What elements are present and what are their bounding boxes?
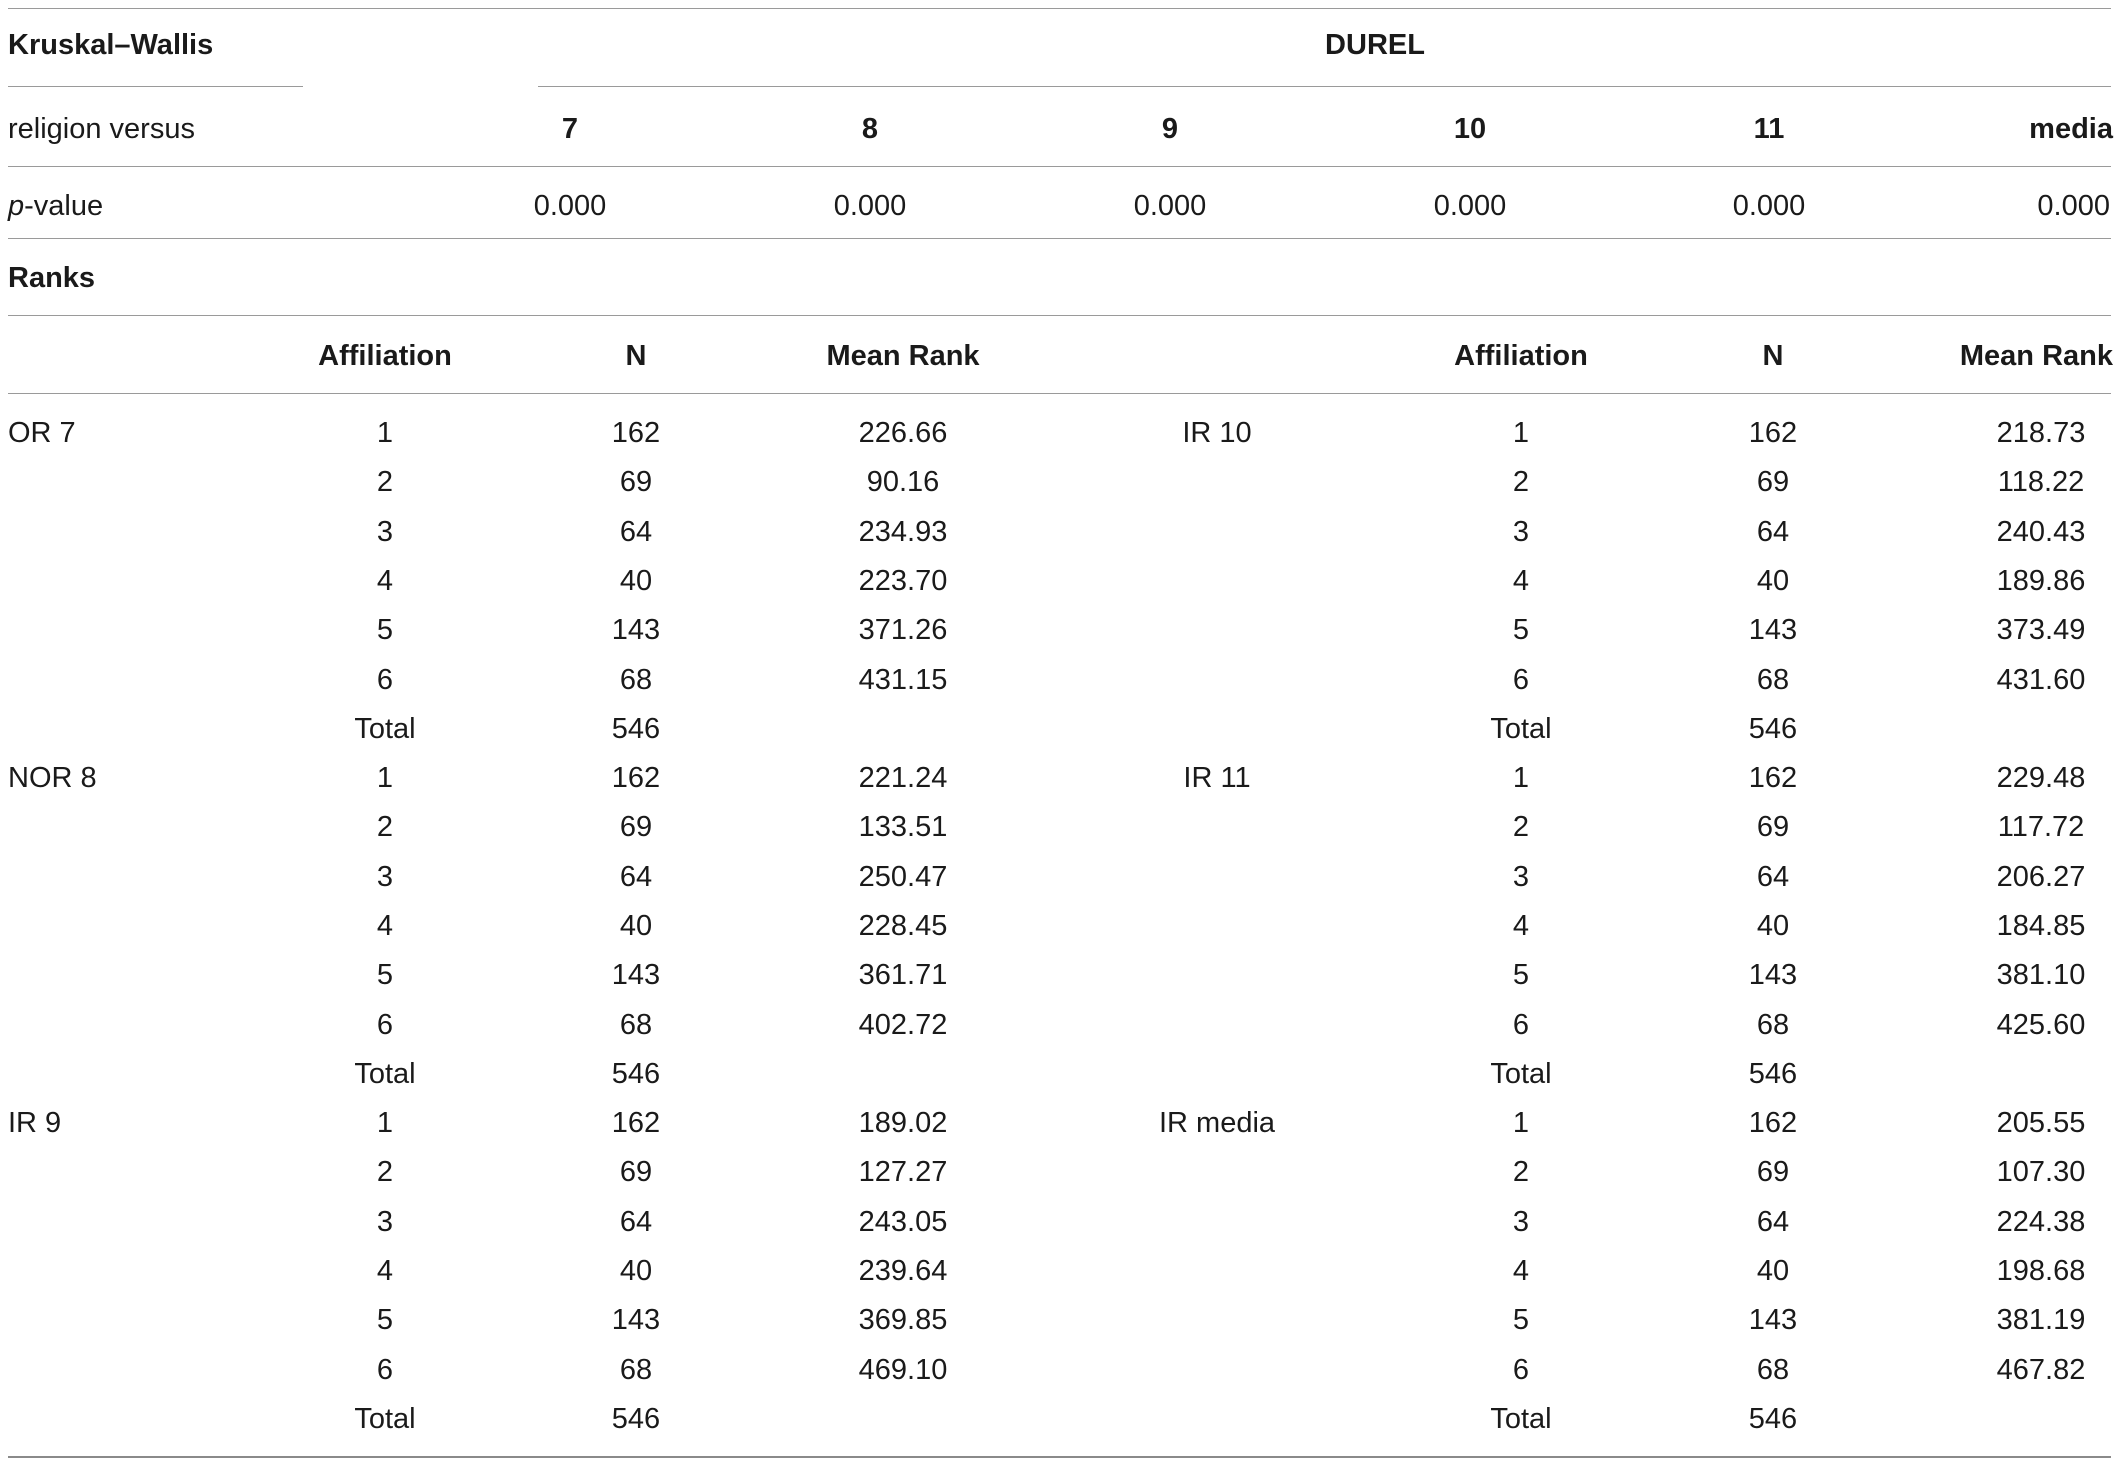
affiliation-cell: Total [354,1058,416,1090]
n-cell: 64 [1756,516,1790,548]
n-cell: 162 [1748,1107,1798,1139]
affiliation-cell: 5 [376,614,394,646]
affiliation-cell: 5 [376,1304,394,1336]
mean-rank-cell: 373.49 [1996,614,2086,646]
mean-rank-cell: 369.85 [858,1304,948,1336]
n-cell: 64 [619,861,653,893]
affiliation-cell: 1 [376,762,394,794]
affiliation-cell: Total [1490,713,1552,745]
affiliation-cell: 6 [1512,664,1530,696]
affiliation-cell: 6 [1512,1009,1530,1041]
n-cell: 69 [1756,466,1790,498]
col-mean-rank-right: Mean Rank [1959,340,2113,372]
n-cell: 546 [611,1058,661,1090]
mean-rank-cell: 189.02 [858,1107,948,1139]
n-cell: 69 [619,1156,653,1188]
n-cell: 68 [1756,664,1790,696]
affiliation-cell: 5 [1512,959,1530,991]
affiliation-cell: 6 [1512,1354,1530,1386]
n-cell: 40 [619,565,653,597]
n-cell: 64 [619,516,653,548]
test-label: Kruskal–Wallis [8,29,214,61]
mean-rank-cell: 402.72 [858,1009,948,1041]
n-cell: 40 [1756,910,1790,942]
pvalue-cell: 0.000 [2037,190,2110,222]
n-cell: 546 [1748,1058,1798,1090]
mean-rank-cell: 361.71 [858,959,948,991]
ranks-title: Ranks [8,262,96,294]
affiliation-cell: 4 [1512,1255,1530,1287]
n-cell: 68 [619,1009,653,1041]
affiliation-cell: 3 [376,861,394,893]
top-rule [8,8,2111,9]
mean-rank-cell: 184.85 [1996,910,2086,942]
affiliation-cell: 4 [1512,910,1530,942]
n-cell: 162 [611,417,661,449]
bottom-rule [8,1456,2111,1458]
col-affiliation-left: Affiliation [318,340,452,372]
n-cell: 40 [619,1255,653,1287]
n-cell: 68 [619,1354,653,1386]
column-header-divider [8,393,2111,394]
affiliation-cell: 3 [376,1206,394,1238]
mean-rank-cell: 117.72 [1997,811,2085,843]
pvalue-divider [8,238,2111,239]
affiliation-cell: 3 [1512,516,1530,548]
n-cell: 162 [1748,417,1798,449]
mean-rank-cell: 243.05 [858,1206,948,1238]
affiliation-cell: 4 [1512,565,1530,597]
n-cell: 546 [1748,713,1798,745]
group-label: NOR 8 [8,762,97,795]
mean-rank-cell: 226.66 [858,417,948,449]
pvalue-cell: 0.000 [833,190,907,222]
mean-rank-cell: 218.73 [1996,417,2086,449]
affiliation-cell: Total [1490,1403,1552,1435]
mean-rank-cell: 240.43 [1996,516,2086,548]
group-label: IR 9 [8,1107,62,1140]
mean-rank-cell: 189.86 [1996,565,2086,597]
group-label: IR 11 [1183,762,1251,795]
test-label-underline [8,86,303,87]
affiliation-cell: 3 [1512,1206,1530,1238]
mean-rank-cell: 229.48 [1996,762,2086,794]
pvalue-rest: -value [24,190,104,222]
mean-rank-cell: 127.27 [858,1156,948,1188]
n-cell: 143 [611,614,661,646]
mean-rank-cell: 234.93 [858,516,948,548]
ranks-divider [8,315,2111,316]
n-cell: 40 [619,910,653,942]
affiliation-cell: Total [1490,1058,1552,1090]
affiliation-cell: 1 [1512,762,1530,794]
n-cell: 143 [611,959,661,991]
mean-rank-cell: 224.38 [1996,1206,2086,1238]
affiliation-cell: 2 [1512,466,1530,498]
mean-rank-cell: 381.19 [1996,1304,2086,1336]
durel-underline [538,86,2111,87]
mean-rank-cell: 205.55 [1996,1107,2086,1139]
affiliation-cell: 2 [1512,811,1530,843]
n-cell: 64 [1756,1206,1790,1238]
n-cell: 143 [1748,959,1798,991]
n-cell: 40 [1756,565,1790,597]
affiliation-cell: 2 [376,811,394,843]
mean-rank-cell: 431.15 [858,664,948,696]
mean-rank-cell: 198.68 [1996,1255,2086,1287]
affiliation-cell: 2 [1512,1156,1530,1188]
group-label: OR 7 [8,417,76,449]
mean-rank-cell: 221.24 [858,762,948,794]
n-cell: 64 [1756,861,1790,893]
affiliation-cell: 1 [376,1107,394,1139]
group-label: IR media [1158,1107,1276,1140]
affiliation-cell: 6 [376,1354,394,1386]
versus-label: religion versus [8,113,195,145]
n-cell: 162 [611,1107,661,1139]
n-cell: 68 [619,664,653,696]
n-cell: 143 [611,1304,661,1336]
mean-rank-cell: 223.70 [858,565,948,597]
pvalue-italic: p [8,190,25,222]
mean-rank-cell: 206.27 [1996,861,2086,893]
affiliation-cell: 3 [1512,861,1530,893]
mean-rank-cell: 107.30 [1996,1156,2086,1188]
n-cell: 546 [611,713,661,745]
affiliation-cell: 2 [376,466,394,498]
col-affiliation-right: Affiliation [1454,340,1588,372]
affiliation-cell: 4 [376,565,394,597]
column-header: 8 [861,113,879,145]
n-cell: 68 [1756,1354,1790,1386]
header-divider [8,166,2111,167]
mean-rank-cell: 90.16 [866,466,940,498]
pvalue-cell: 0.000 [1133,190,1207,222]
pvalue-cell: 0.000 [1732,190,1806,222]
affiliation-cell: 6 [376,664,394,696]
mean-rank-cell: 239.64 [858,1255,948,1287]
pvalue-cell: 0.000 [533,190,607,222]
affiliation-cell: 1 [376,417,394,449]
affiliation-cell: 2 [376,1156,394,1188]
n-cell: 68 [1756,1009,1790,1041]
mean-rank-cell: 381.10 [1996,959,2086,991]
affiliation-cell: 4 [376,910,394,942]
affiliation-cell: 1 [1512,1107,1530,1139]
mean-rank-cell: 118.22 [1997,466,2085,498]
mean-rank-cell: 431.60 [1996,664,2086,696]
n-cell: 546 [611,1403,661,1435]
mean-rank-cell: 425.60 [1996,1009,2086,1041]
affiliation-cell: 4 [376,1255,394,1287]
column-header: 9 [1161,113,1179,145]
n-cell: 69 [1756,811,1790,843]
mean-rank-cell: 467.82 [1996,1354,2086,1386]
column-header: media [2029,113,2113,145]
affiliation-cell: 1 [1512,417,1530,449]
affiliation-cell: 5 [376,959,394,991]
n-cell: 64 [619,1206,653,1238]
n-cell: 162 [1748,762,1798,794]
affiliation-cell: Total [354,713,416,745]
pvalue-label [8,192,103,221]
column-header: 10 [1453,113,1487,145]
column-header: 11 [1753,113,1785,145]
n-cell: 143 [1748,614,1798,646]
col-n-left: N [625,340,647,372]
n-cell: 162 [611,762,661,794]
n-cell: 69 [1756,1156,1790,1188]
durel-label: DUREL [1325,29,1425,61]
mean-rank-cell: 133.51 [858,811,948,843]
col-mean-rank-left: Mean Rank [826,340,980,372]
n-cell: 69 [619,811,653,843]
affiliation-cell: Total [354,1403,416,1435]
mean-rank-cell: 228.45 [858,910,948,942]
n-cell: 69 [619,466,653,498]
mean-rank-cell: 371.26 [858,614,948,646]
affiliation-cell: 3 [376,516,394,548]
n-cell: 40 [1756,1255,1790,1287]
group-label: IR 10 [1182,417,1252,449]
mean-rank-cell: 250.47 [858,861,948,893]
affiliation-cell: 5 [1512,614,1530,646]
n-cell: 143 [1748,1304,1798,1336]
affiliation-cell: 5 [1512,1304,1530,1336]
pvalue-cell: 0.000 [1433,190,1507,222]
column-header: 7 [561,113,579,145]
col-n-right: N [1762,340,1784,372]
n-cell: 546 [1748,1403,1798,1435]
affiliation-cell: 6 [376,1009,394,1041]
mean-rank-cell: 469.10 [858,1354,948,1386]
